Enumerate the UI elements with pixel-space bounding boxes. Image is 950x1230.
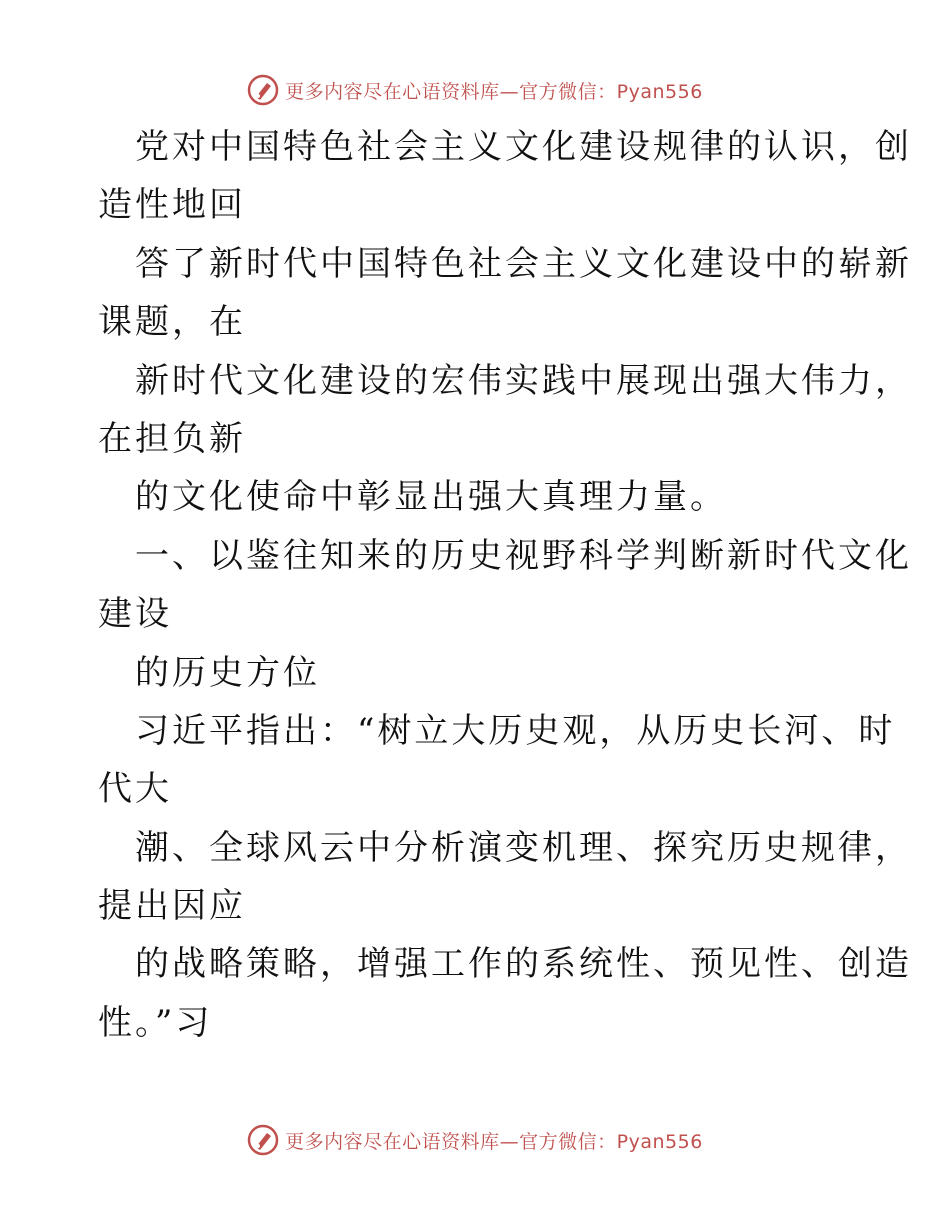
document-body: [98, 118, 912, 1052]
banner-text: 更多内容尽在心语资料库—官方微信：Pyan556: [285, 1130, 703, 1153]
footer-watermark-banner: [0, 1120, 950, 1160]
body-line: 习近平指出：“树立大历史观，从历史长河、时: [135, 710, 896, 751]
body-line: 代大: [98, 769, 172, 810]
body-line: 党对中国特色社会主义文化建设规律的认识，创: [135, 127, 912, 167]
body-line: 提出因应: [98, 886, 246, 927]
section-heading-line: 建设: [98, 594, 172, 635]
pen-nib-logo-icon: [247, 1124, 279, 1156]
body-line: 造性地回: [98, 185, 246, 226]
body-line: 潮、全球风云中分析演变机理、探究历史规律，: [135, 827, 912, 868]
body-line: 的文化使命中彰显出强大真理力量。: [135, 477, 727, 518]
section-heading-line: 一、以鉴往知来的历史视野科学判断新时代文化: [135, 535, 912, 576]
body-line: 课题，在: [98, 302, 246, 343]
pen-nib-logo-icon: [247, 74, 279, 106]
body-line: 在担负新: [98, 418, 246, 459]
section-heading-line: 的历史方位: [135, 652, 320, 693]
body-line: 的战略策略，增强工作的系统性、预见性、创造: [135, 944, 912, 985]
banner-text: 更多内容尽在心语资料库—官方微信：Pyan556: [285, 80, 703, 103]
body-line: 答了新时代中国特色社会主义文化建设中的崭新: [135, 243, 912, 284]
body-line: 新时代文化建设的宏伟实践中展现出强大伟力，: [135, 360, 912, 401]
body-line: 性。”习: [98, 1002, 213, 1043]
header-watermark-banner: [0, 70, 950, 110]
